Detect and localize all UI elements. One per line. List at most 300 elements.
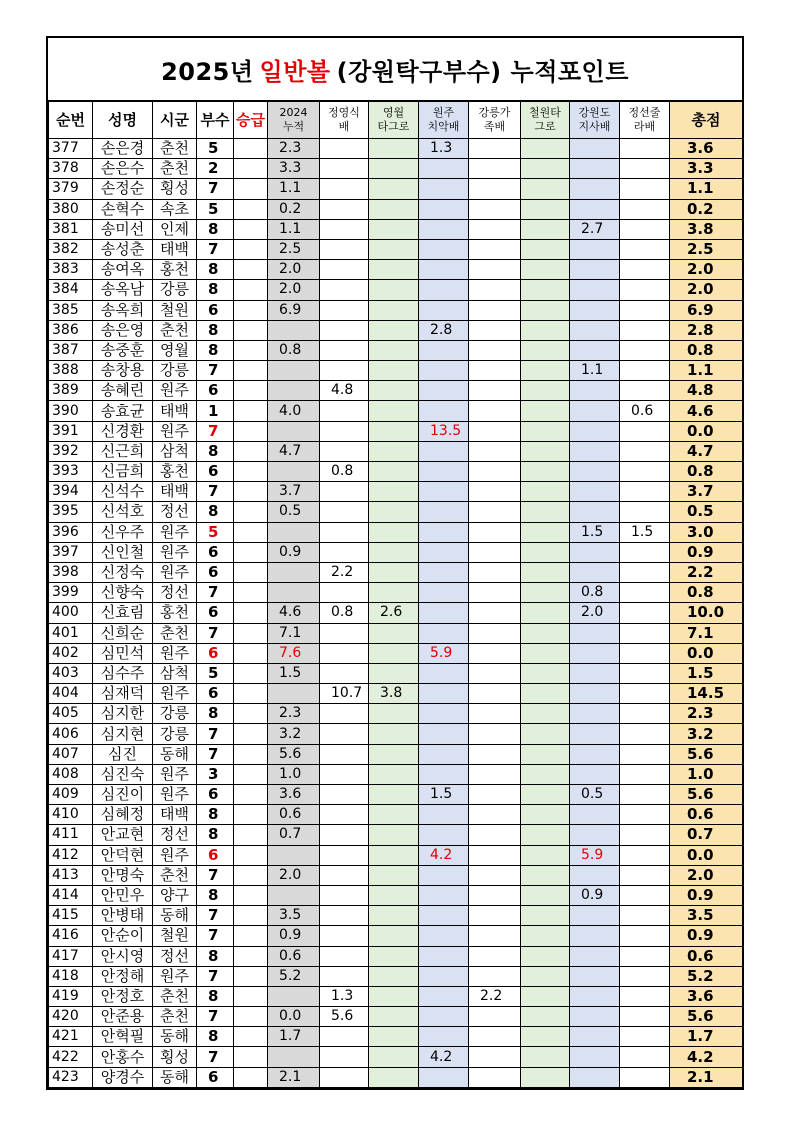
cell-wonju (419, 219, 469, 239)
cell-no: 399 (49, 583, 93, 603)
cell-division: 5 (197, 663, 234, 683)
cell-total: 3.5 (670, 906, 743, 926)
cell-yeongwol (369, 179, 419, 199)
cell-cheorwon (521, 865, 570, 885)
table-row (49, 502, 743, 522)
cell-2024 (268, 583, 320, 603)
cell-wonju: 13.5 (419, 421, 469, 441)
cell-gangwondo (570, 1027, 620, 1047)
cell-jeongseon (620, 179, 670, 199)
cell-no: 398 (49, 562, 93, 582)
cell-gangneung (469, 542, 521, 562)
cell-wonju (419, 1007, 469, 1027)
cell-cheorwon (521, 845, 570, 865)
cell-jeongseon (620, 1047, 670, 1067)
cell-yeongwol (369, 946, 419, 966)
cell-jeongseon (620, 239, 670, 259)
cell-wonju (419, 401, 469, 421)
cell-total: 2.2 (670, 562, 743, 582)
cell-division: 8 (197, 340, 234, 360)
cell-name: 안명숙 (93, 865, 153, 885)
cell-promotion (234, 361, 268, 381)
cell-wonju (419, 805, 469, 825)
cell-city: 원주 (153, 562, 197, 582)
header-no: 순번 (49, 102, 93, 139)
table-row (49, 1027, 743, 1047)
cell-gangwondo (570, 744, 620, 764)
cell-cheorwon (521, 381, 570, 401)
cell-gangneung (469, 199, 521, 219)
cell-wonju: 5.9 (419, 643, 469, 663)
cell-gangneung (469, 623, 521, 643)
cell-city: 원주 (153, 785, 197, 805)
cell-2024: 6.9 (268, 300, 320, 320)
cell-name: 안정호 (93, 986, 153, 1006)
cell-name: 신희순 (93, 623, 153, 643)
cell-yeongwol (369, 764, 419, 784)
cell-yeongwol (369, 1047, 419, 1067)
cell-no: 380 (49, 199, 93, 219)
cell-no: 400 (49, 603, 93, 623)
table-row (49, 139, 743, 159)
cell-gangwondo (570, 199, 620, 219)
cell-jeongyeong (320, 361, 369, 381)
cell-jeongyeong (320, 663, 369, 683)
cell-cheorwon (521, 159, 570, 179)
cell-jeongseon (620, 502, 670, 522)
cell-gangneung (469, 300, 521, 320)
cell-promotion (234, 280, 268, 300)
cell-2024: 4.6 (268, 603, 320, 623)
cell-promotion (234, 805, 268, 825)
cell-yeongwol (369, 260, 419, 280)
table-row (49, 462, 743, 482)
cell-name: 손은수 (93, 159, 153, 179)
cell-no: 397 (49, 542, 93, 562)
cell-yeongwol (369, 482, 419, 502)
cell-yeongwol (369, 542, 419, 562)
cell-gangneung (469, 320, 521, 340)
cell-jeongyeong: 0.8 (320, 603, 369, 623)
cell-gangneung (469, 704, 521, 724)
cell-cheorwon (521, 280, 570, 300)
cell-jeongyeong (320, 885, 369, 905)
cell-yeongwol (369, 462, 419, 482)
cell-jeongseon (620, 441, 670, 461)
cell-gangneung (469, 361, 521, 381)
cell-name: 안병태 (93, 906, 153, 926)
cell-total: 0.9 (670, 542, 743, 562)
cell-yeongwol (369, 1067, 419, 1087)
cell-city: 정선 (153, 502, 197, 522)
cell-wonju: 4.2 (419, 845, 469, 865)
cell-city: 홍천 (153, 260, 197, 280)
cell-no: 420 (49, 1007, 93, 1027)
header-promotion: 승급 (234, 102, 268, 139)
cell-division: 6 (197, 381, 234, 401)
cell-city: 태백 (153, 482, 197, 502)
cell-2024: 1.0 (268, 764, 320, 784)
cell-total: 7.1 (670, 623, 743, 643)
cell-promotion (234, 684, 268, 704)
cell-no: 404 (49, 684, 93, 704)
table-row (49, 199, 743, 219)
cell-name: 안순이 (93, 926, 153, 946)
cell-jeongyeong (320, 522, 369, 542)
cell-name: 심진 (93, 744, 153, 764)
cell-gangwondo (570, 340, 620, 360)
cell-jeongyeong (320, 744, 369, 764)
cell-gangneung (469, 926, 521, 946)
cell-wonju (419, 1067, 469, 1087)
cell-city: 춘천 (153, 623, 197, 643)
cell-total: 3.3 (670, 159, 743, 179)
cell-2024: 7.1 (268, 623, 320, 643)
cell-jeongseon (620, 361, 670, 381)
cell-2024: 1.7 (268, 1027, 320, 1047)
cell-jeongyeong (320, 401, 369, 421)
cell-wonju (419, 280, 469, 300)
cell-gangneung: 2.2 (469, 986, 521, 1006)
header-total: 총점 (670, 102, 743, 139)
cell-division: 8 (197, 825, 234, 845)
table-row (49, 421, 743, 441)
cell-yeongwol (369, 159, 419, 179)
cell-no: 411 (49, 825, 93, 845)
table-row (49, 986, 743, 1006)
cell-total: 0.0 (670, 643, 743, 663)
cell-promotion (234, 1027, 268, 1047)
cell-cheorwon (521, 239, 570, 259)
cell-jeongseon (620, 340, 670, 360)
header-gangwondo: 강원도 지사배 (570, 102, 620, 139)
cell-gangneung (469, 785, 521, 805)
header-name: 성명 (93, 102, 153, 139)
cell-promotion (234, 522, 268, 542)
cell-gangwondo (570, 300, 620, 320)
cell-name: 송혜린 (93, 381, 153, 401)
cell-city: 태백 (153, 239, 197, 259)
cell-city: 태백 (153, 805, 197, 825)
cell-promotion (234, 865, 268, 885)
cell-total: 4.6 (670, 401, 743, 421)
cell-gangwondo (570, 280, 620, 300)
cell-city: 원주 (153, 966, 197, 986)
cell-jeongseon (620, 542, 670, 562)
cell-division: 7 (197, 361, 234, 381)
cell-cheorwon (521, 199, 570, 219)
cell-jeongyeong: 1.3 (320, 986, 369, 1006)
cell-division: 7 (197, 179, 234, 199)
cell-gangneung (469, 684, 521, 704)
cell-gangneung (469, 764, 521, 784)
cell-total: 2.5 (670, 239, 743, 259)
cell-yeongwol (369, 845, 419, 865)
table-row (49, 583, 743, 603)
cell-wonju (419, 542, 469, 562)
table-row (49, 966, 743, 986)
table-row (49, 219, 743, 239)
cell-yeongwol (369, 280, 419, 300)
cell-cheorwon (521, 1027, 570, 1047)
cell-jeongyeong (320, 1067, 369, 1087)
cell-jeongyeong (320, 340, 369, 360)
cell-jeongyeong (320, 139, 369, 159)
cell-gangneung (469, 381, 521, 401)
cell-no: 388 (49, 361, 93, 381)
cell-cheorwon (521, 663, 570, 683)
cell-division: 6 (197, 603, 234, 623)
cell-jeongseon (620, 139, 670, 159)
cell-cheorwon (521, 946, 570, 966)
cell-gangwondo: 5.9 (570, 845, 620, 865)
cell-gangneung (469, 1007, 521, 1027)
cell-name: 안혁필 (93, 1027, 153, 1047)
cell-2024: 5.6 (268, 744, 320, 764)
cell-wonju (419, 562, 469, 582)
cell-cheorwon (521, 583, 570, 603)
cell-no: 416 (49, 926, 93, 946)
cell-no: 408 (49, 764, 93, 784)
cell-jeongyeong (320, 785, 369, 805)
cell-promotion (234, 401, 268, 421)
cell-gangneung (469, 219, 521, 239)
cell-total: 0.7 (670, 825, 743, 845)
cell-name: 송효균 (93, 401, 153, 421)
cell-no: 414 (49, 885, 93, 905)
cell-2024: 0.6 (268, 946, 320, 966)
cell-total: 4.8 (670, 381, 743, 401)
cell-jeongseon (620, 744, 670, 764)
cell-yeongwol (369, 1027, 419, 1047)
title-highlight: 일반볼 (259, 57, 331, 86)
cell-cheorwon (521, 1067, 570, 1087)
cell-promotion (234, 986, 268, 1006)
cell-wonju (419, 159, 469, 179)
cell-gangwondo: 0.5 (570, 785, 620, 805)
cell-total: 0.0 (670, 845, 743, 865)
cell-promotion (234, 462, 268, 482)
cell-wonju: 2.8 (419, 320, 469, 340)
cell-name: 신효림 (93, 603, 153, 623)
cell-gangneung (469, 139, 521, 159)
cell-jeongseon (620, 462, 670, 482)
cell-gangwondo (570, 623, 620, 643)
table-row (49, 401, 743, 421)
cell-wonju: 1.3 (419, 139, 469, 159)
cell-total: 3.6 (670, 986, 743, 1006)
points-table (48, 101, 743, 1088)
cell-promotion (234, 340, 268, 360)
cell-promotion (234, 764, 268, 784)
cell-jeongseon (620, 199, 670, 219)
cell-city: 철원 (153, 300, 197, 320)
cell-total: 0.5 (670, 502, 743, 522)
cell-no: 410 (49, 805, 93, 825)
cell-division: 8 (197, 260, 234, 280)
cell-division: 7 (197, 583, 234, 603)
cell-name: 신금희 (93, 462, 153, 482)
cell-cheorwon (521, 441, 570, 461)
cell-gangneung (469, 744, 521, 764)
cell-yeongwol (369, 805, 419, 825)
cell-no: 412 (49, 845, 93, 865)
cell-total: 2.0 (670, 280, 743, 300)
cell-cheorwon (521, 562, 570, 582)
cell-cheorwon (521, 603, 570, 623)
cell-name: 신향숙 (93, 583, 153, 603)
table-row (49, 542, 743, 562)
cell-city: 강릉 (153, 280, 197, 300)
table-row (49, 280, 743, 300)
cell-name: 심진이 (93, 785, 153, 805)
cell-no: 392 (49, 441, 93, 461)
cell-cheorwon (521, 179, 570, 199)
cell-total: 0.8 (670, 340, 743, 360)
table-row (49, 1047, 743, 1067)
cell-yeongwol (369, 139, 419, 159)
cell-gangwondo: 2.0 (570, 603, 620, 623)
cell-promotion (234, 482, 268, 502)
cell-no: 387 (49, 340, 93, 360)
cell-wonju (419, 724, 469, 744)
cell-gangneung (469, 260, 521, 280)
cell-jeongseon (620, 885, 670, 905)
cell-gangwondo: 2.7 (570, 219, 620, 239)
cell-jeongyeong (320, 926, 369, 946)
cell-name: 심수주 (93, 663, 153, 683)
cell-no: 389 (49, 381, 93, 401)
cell-city: 춘천 (153, 986, 197, 1006)
cell-gangneung (469, 946, 521, 966)
cell-gangwondo (570, 825, 620, 845)
table-row (49, 704, 743, 724)
cell-yeongwol (369, 361, 419, 381)
cell-promotion (234, 441, 268, 461)
cell-gangneung (469, 179, 521, 199)
cell-jeongseon (620, 946, 670, 966)
cell-total: 1.0 (670, 764, 743, 784)
cell-yeongwol (369, 986, 419, 1006)
cell-cheorwon (521, 906, 570, 926)
cell-gangwondo (570, 139, 620, 159)
cell-2024 (268, 1047, 320, 1067)
cell-no: 390 (49, 401, 93, 421)
table-row (49, 441, 743, 461)
cell-yeongwol (369, 320, 419, 340)
cell-yeongwol (369, 643, 419, 663)
cell-gangwondo (570, 704, 620, 724)
table-row (49, 482, 743, 502)
table-row (49, 946, 743, 966)
cell-gangneung (469, 825, 521, 845)
cell-jeongyeong (320, 966, 369, 986)
cell-cheorwon (521, 320, 570, 340)
cell-city: 횡성 (153, 179, 197, 199)
cell-total: 5.6 (670, 785, 743, 805)
cell-jeongyeong (320, 219, 369, 239)
cell-jeongyeong (320, 946, 369, 966)
cell-no: 401 (49, 623, 93, 643)
cell-cheorwon (521, 502, 570, 522)
cell-gangwondo (570, 946, 620, 966)
cell-jeongyeong (320, 239, 369, 259)
cell-city: 원주 (153, 421, 197, 441)
cell-2024: 3.7 (268, 482, 320, 502)
cell-2024: 0.2 (268, 199, 320, 219)
cell-name: 손혁수 (93, 199, 153, 219)
cell-2024: 3.2 (268, 724, 320, 744)
cell-division: 3 (197, 764, 234, 784)
cell-division: 8 (197, 441, 234, 461)
cell-yeongwol (369, 885, 419, 905)
cell-promotion (234, 663, 268, 683)
cell-promotion (234, 179, 268, 199)
cell-jeongyeong: 2.2 (320, 562, 369, 582)
cell-cheorwon (521, 522, 570, 542)
cell-2024: 2.5 (268, 239, 320, 259)
cell-gangneung (469, 239, 521, 259)
cell-jeongseon: 0.6 (620, 401, 670, 421)
cell-wonju (419, 300, 469, 320)
cell-wonju (419, 502, 469, 522)
cell-gangwondo (570, 643, 620, 663)
cell-city: 인제 (153, 219, 197, 239)
cell-gangneung (469, 482, 521, 502)
cell-name: 심진숙 (93, 764, 153, 784)
cell-yeongwol (369, 502, 419, 522)
cell-2024 (268, 522, 320, 542)
table-row (49, 906, 743, 926)
cell-no: 405 (49, 704, 93, 724)
cell-city: 강릉 (153, 704, 197, 724)
cell-2024: 5.2 (268, 966, 320, 986)
cell-promotion (234, 159, 268, 179)
cell-2024: 2.3 (268, 139, 320, 159)
cell-name: 안민우 (93, 885, 153, 905)
table-row (49, 643, 743, 663)
cell-yeongwol: 2.6 (369, 603, 419, 623)
cell-jeongseon (620, 764, 670, 784)
cell-jeongyeong (320, 280, 369, 300)
cell-2024 (268, 885, 320, 905)
cell-gangneung (469, 462, 521, 482)
cell-promotion (234, 946, 268, 966)
cell-division: 7 (197, 1007, 234, 1027)
cell-division: 8 (197, 986, 234, 1006)
cell-cheorwon (521, 219, 570, 239)
cell-city: 철원 (153, 926, 197, 946)
cell-name: 신석호 (93, 502, 153, 522)
cell-division: 5 (197, 522, 234, 542)
cell-promotion (234, 906, 268, 926)
cell-gangneung (469, 885, 521, 905)
cell-promotion (234, 885, 268, 905)
cell-promotion (234, 199, 268, 219)
cell-gangwondo (570, 764, 620, 784)
cell-gangwondo (570, 1007, 620, 1027)
table-row (49, 825, 743, 845)
cell-2024 (268, 562, 320, 582)
cell-no: 409 (49, 785, 93, 805)
cell-wonju (419, 361, 469, 381)
cell-division: 7 (197, 239, 234, 259)
cell-yeongwol (369, 583, 419, 603)
cell-city: 동해 (153, 1067, 197, 1087)
cell-gangwondo: 1.1 (570, 361, 620, 381)
cell-gangwondo (570, 1047, 620, 1067)
cell-total: 1.5 (670, 663, 743, 683)
